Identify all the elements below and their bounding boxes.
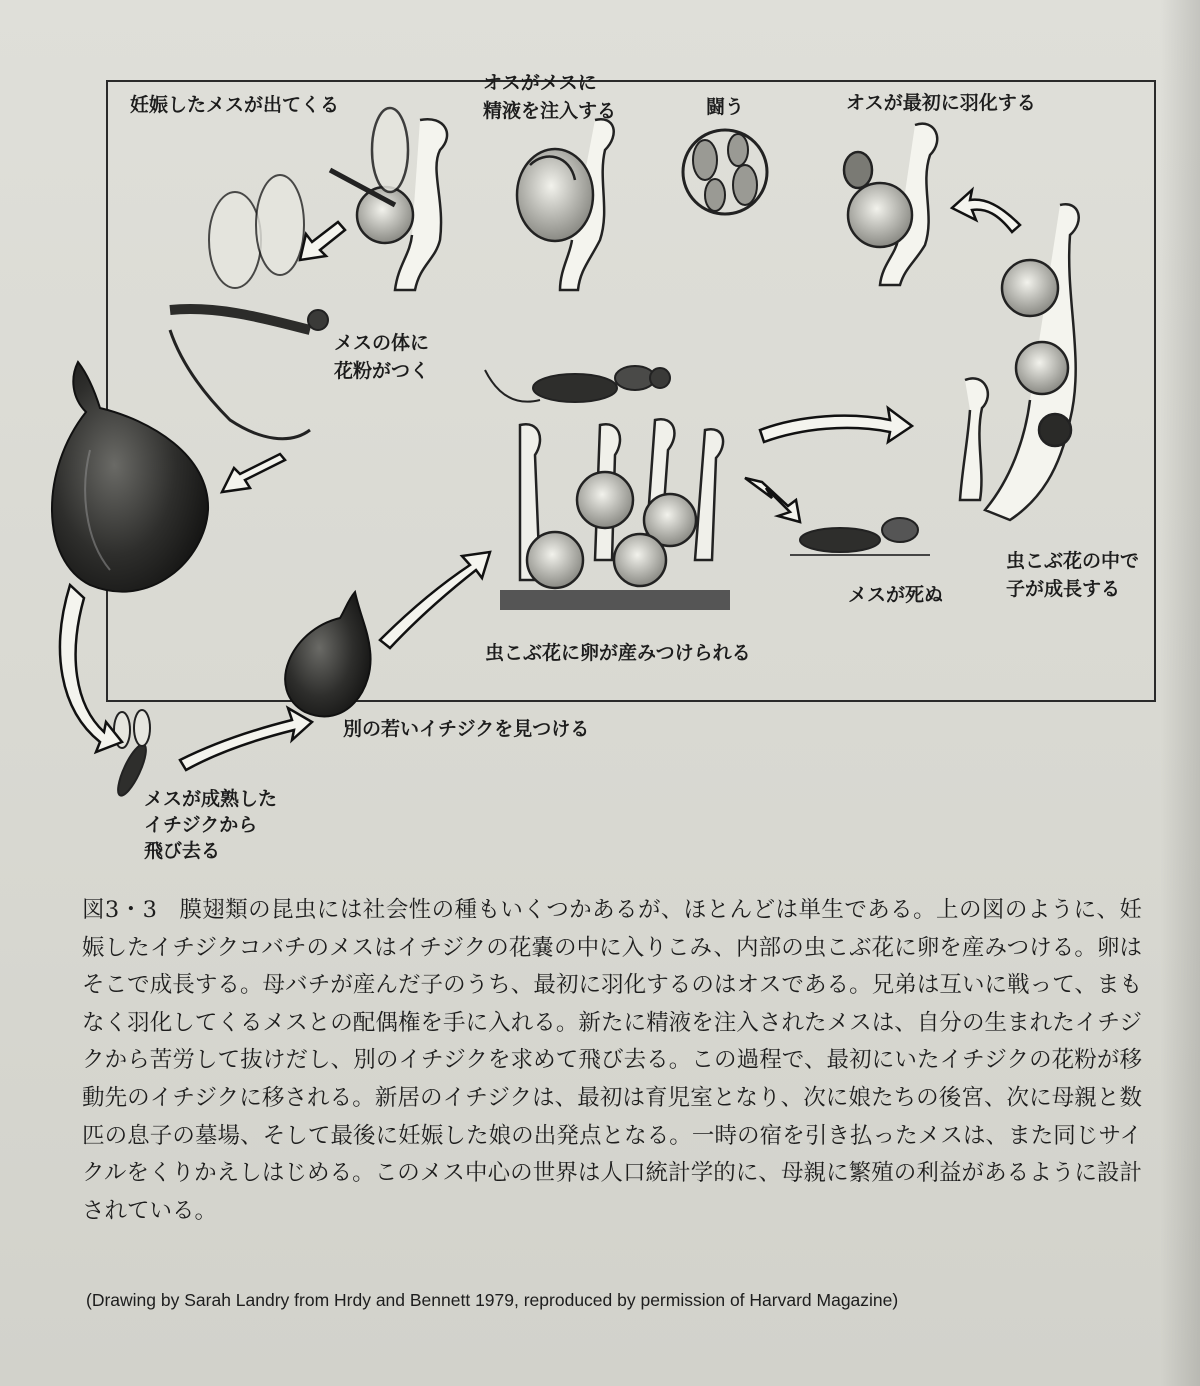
cycle-arrows <box>60 190 1020 770</box>
gall-flower-pregnant-female <box>330 108 447 290</box>
label-male-injects-line1: オスがメスに <box>483 72 597 94</box>
arrow-fig-to-wasp <box>60 585 122 752</box>
egg-laying-gall-flowers <box>500 419 730 610</box>
figure-caption <box>82 892 1142 1230</box>
arrow-galls-to-larvae <box>760 408 912 442</box>
gall-flower-mating <box>517 119 614 290</box>
gall-flower-male-emerges <box>844 124 937 285</box>
label-pollen-line2: 花粉がつく <box>334 360 430 382</box>
label-finds-young-fig: 別の若いイチジクを見つける <box>343 718 590 740</box>
arrow-to-dead-female <box>745 478 800 522</box>
arrow-pollen-to-fig <box>222 454 285 492</box>
egg-laying-female-wasp <box>485 366 670 402</box>
young-fig <box>285 592 370 716</box>
label-female-dies: メスが死ぬ <box>848 584 944 606</box>
caption-text: 膜翅類の昆虫には社会性の種もいくつかあるが、ほとんどは単生である。上の図のように、妊娠したイチジクコバチのメスはイチジクの花嚢の中に入りこみ、内部の虫こぶ花に卵を産みつける。卵はそこで成長する。母バチが産んだ子のうち、最初に羽化するのはオスである。兄弟は互いに戦って、まもなく羽化してくるメスとの配偶権を手に入れる。新たに精液を注入されたメスは、自分の生まれたイチジクから苦労して抜けだし、別のイチジクを求めて飛び去る。この過程で、最初にいたイチジクの花粉が移動先のイチジクに移される。新居のイチジクは、最初は育児室となり、次に娘たちの後宮、次に母親と数匹の息子の墓場、そして最後に妊娠した娘の出発点となる。一時の宿を引き払ったメスは、また同じサイクルをくりかえしはじめる。このメス中心の世界は人口統計学的に、母親に繁殖の利益があるように設計されている。 <box>82 897 1142 1224</box>
figure-number: 図3・3 <box>82 897 157 923</box>
arrow-young-fig-to-galls <box>380 552 490 648</box>
arrow-female-down <box>300 222 345 260</box>
label-flies-away-line2: イチジクから <box>144 814 258 836</box>
drawing-credit: (Drawing by Sarah Landry from Hrdy and Bennett 1979, reproduced by permission of Harvard Magazine) <box>86 1290 899 1310</box>
fighting-males <box>683 130 767 214</box>
mature-fig <box>52 362 208 592</box>
galls-with-larvae <box>960 204 1079 520</box>
arrow-wasp-to-young-fig <box>180 708 312 770</box>
arrow-larvae-to-male <box>952 190 1020 232</box>
dead-female-wasp <box>790 518 930 555</box>
female-with-pollen <box>170 175 328 439</box>
label-fight: 闘う <box>706 96 745 118</box>
label-flies-away-line1: メスが成熟した <box>144 788 278 810</box>
label-eggs-laid: 虫こぶ花に卵が産みつけられる <box>485 642 751 664</box>
label-pregnant-female-emerges: 妊娠したメスが出てくる <box>130 94 340 116</box>
label-larvae-grow-line1: 虫こぶ花の中で <box>1006 550 1140 572</box>
label-male-emerges-first: オスが最初に羽化する <box>846 92 1036 114</box>
label-flies-away-line3: 飛び去る <box>144 840 221 862</box>
label-larvae-grow-line2: 子が成長する <box>1006 578 1121 600</box>
label-pollen-line1: メスの体に <box>334 332 430 354</box>
label-male-injects-line2: 精液を注入する <box>483 100 617 122</box>
